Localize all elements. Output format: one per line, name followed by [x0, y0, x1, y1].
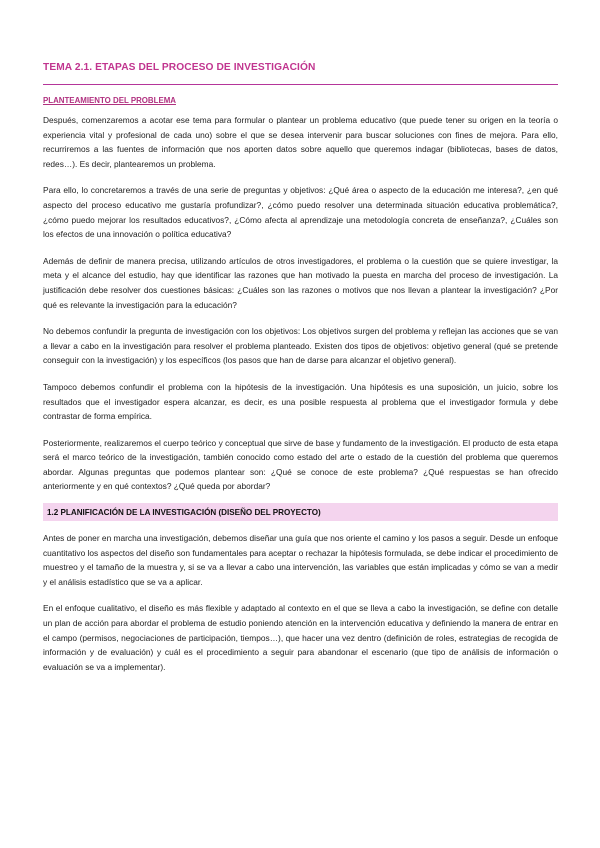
paragraph: Tampoco debemos confundir el problema con la hipótesis de la investigación. Una hipótesis es una suposición, un juicio, sobre los resultados que el investigador espera alcanzar, es decir, es una posible respuesta al problema que el investigador formula y debe contrastar de forma empírica.: [43, 381, 558, 422]
paragraph: Antes de poner en marcha una investigación, debemos diseñar una guía que nos oriente el camino y los pasos a seguir. Desde un enfoque cuantitativo los aspectos del diseño son fundamentales para aceptar o rechazar la hipótesis formulada, se debe indicar el procedimiento de muestreo y el tamaño de la muestra y, si se va a llevar a cabo una intervención, las variables que están implicadas y cómo se van a medir y el análisis estadístico que se va a aplicar.: [43, 533, 558, 587]
paragraph: Después, comenzaremos a acotar ese tema para formular o plantear un problema educativo (que puede tener su origen en la teoría o experiencia vital y profesional de cada uno) sobre el que se desea intervenir para buscar soluciones con fines de mejora. Para ello, recurriremos a las fuentes de información que nos aporten datos sobre aquello que queremos indagar (bibliotecas, bases de datos, redes…). Es decir, plantearemos un problema.: [43, 115, 558, 169]
paragraph: Posteriormente, realizaremos el cuerpo teórico y conceptual que sirve de base y fundamento de la investigación. El producto de esta etapa será el marco teórico de la investigación, también conocido como estado del arte o estado de la cuestión del problema que queremos abordar. Algunas preguntas que podemos plantear son: ¿Qué se conoce de este problema? ¿Qué respuestas se han ofrecido anteriormente y en qué contextos? ¿Qué queda por abordar?: [43, 437, 558, 492]
paragraph: En el enfoque cualitativo, el diseño es más flexible y adaptado al contexto en el que se lleva a cabo la investigación, se define con detalle un plan de acción para abordar el problema de estudio poniendo atención en la intervención educativa y definiendo la manera de entrar en el campo (permisos, negociaciones de participación, tiempos…), que hacer una vez dentro (definición de roles, estrategias de recogida de información y de evaluación) y cuál es el procedimiento a seguir para abandonar el escenario (que tipo de análisis de información o evaluación se va a implementar).: [43, 603, 558, 672]
section-2-heading: 1.2 PLANIFICACIÓN DE LA INVESTIGACIÓN (DISEÑO DEL PROYECTO): [43, 503, 558, 521]
paragraph: Además de definir de manera precisa, utilizando artículos de otros investigadores, el problema o la cuestión que se quiere investigar, la meta y el alcance del estudio, hay que identificar las razones que han motivado la puesta en marcha del proceso de investigación. La justificación debe resolver dos cuestiones básicas: ¿Cuáles son las razones o motivos que nos llevan a plantear la investigación? ¿Por qué es relevante la investigación para la educación?: [43, 255, 558, 310]
document-title: TEMA 2.1. ETAPAS DEL PROCESO DE INVESTIGACIÓN: [43, 62, 558, 85]
paragraph: No debemos confundir la pregunta de investigación con los objetivos: Los objetivos surgen del problema y reflejan las acciones que se van a llevar a cabo en la investigación para resolver el problema planteado. Existen dos tipos de objetivos: objetivo general (qué se pretende conseguir con la investigación) y los específicos (los pasos que han de darse para alcanzar el objetivo general).: [43, 326, 558, 366]
section-subheading: PLANTEAMIENTO DEL PROBLEMA: [43, 96, 176, 105]
paragraph: Para ello, lo concretaremos a través de una serie de preguntas y objetivos: ¿Qué área o aspecto de la educación me interesa?, ¿en qué aspecto del proceso educativo me gustaría profundizar?, ¿cómo puedo resolver una determinada situación educativa problemática?, ¿cómo puedo mejorar los resultados educativos?, ¿Cómo afecta al aprendizaje una metodología concreta de enseñanza?, ¿Cuáles son los efectos de una innovación o política educativa?: [43, 185, 558, 240]
